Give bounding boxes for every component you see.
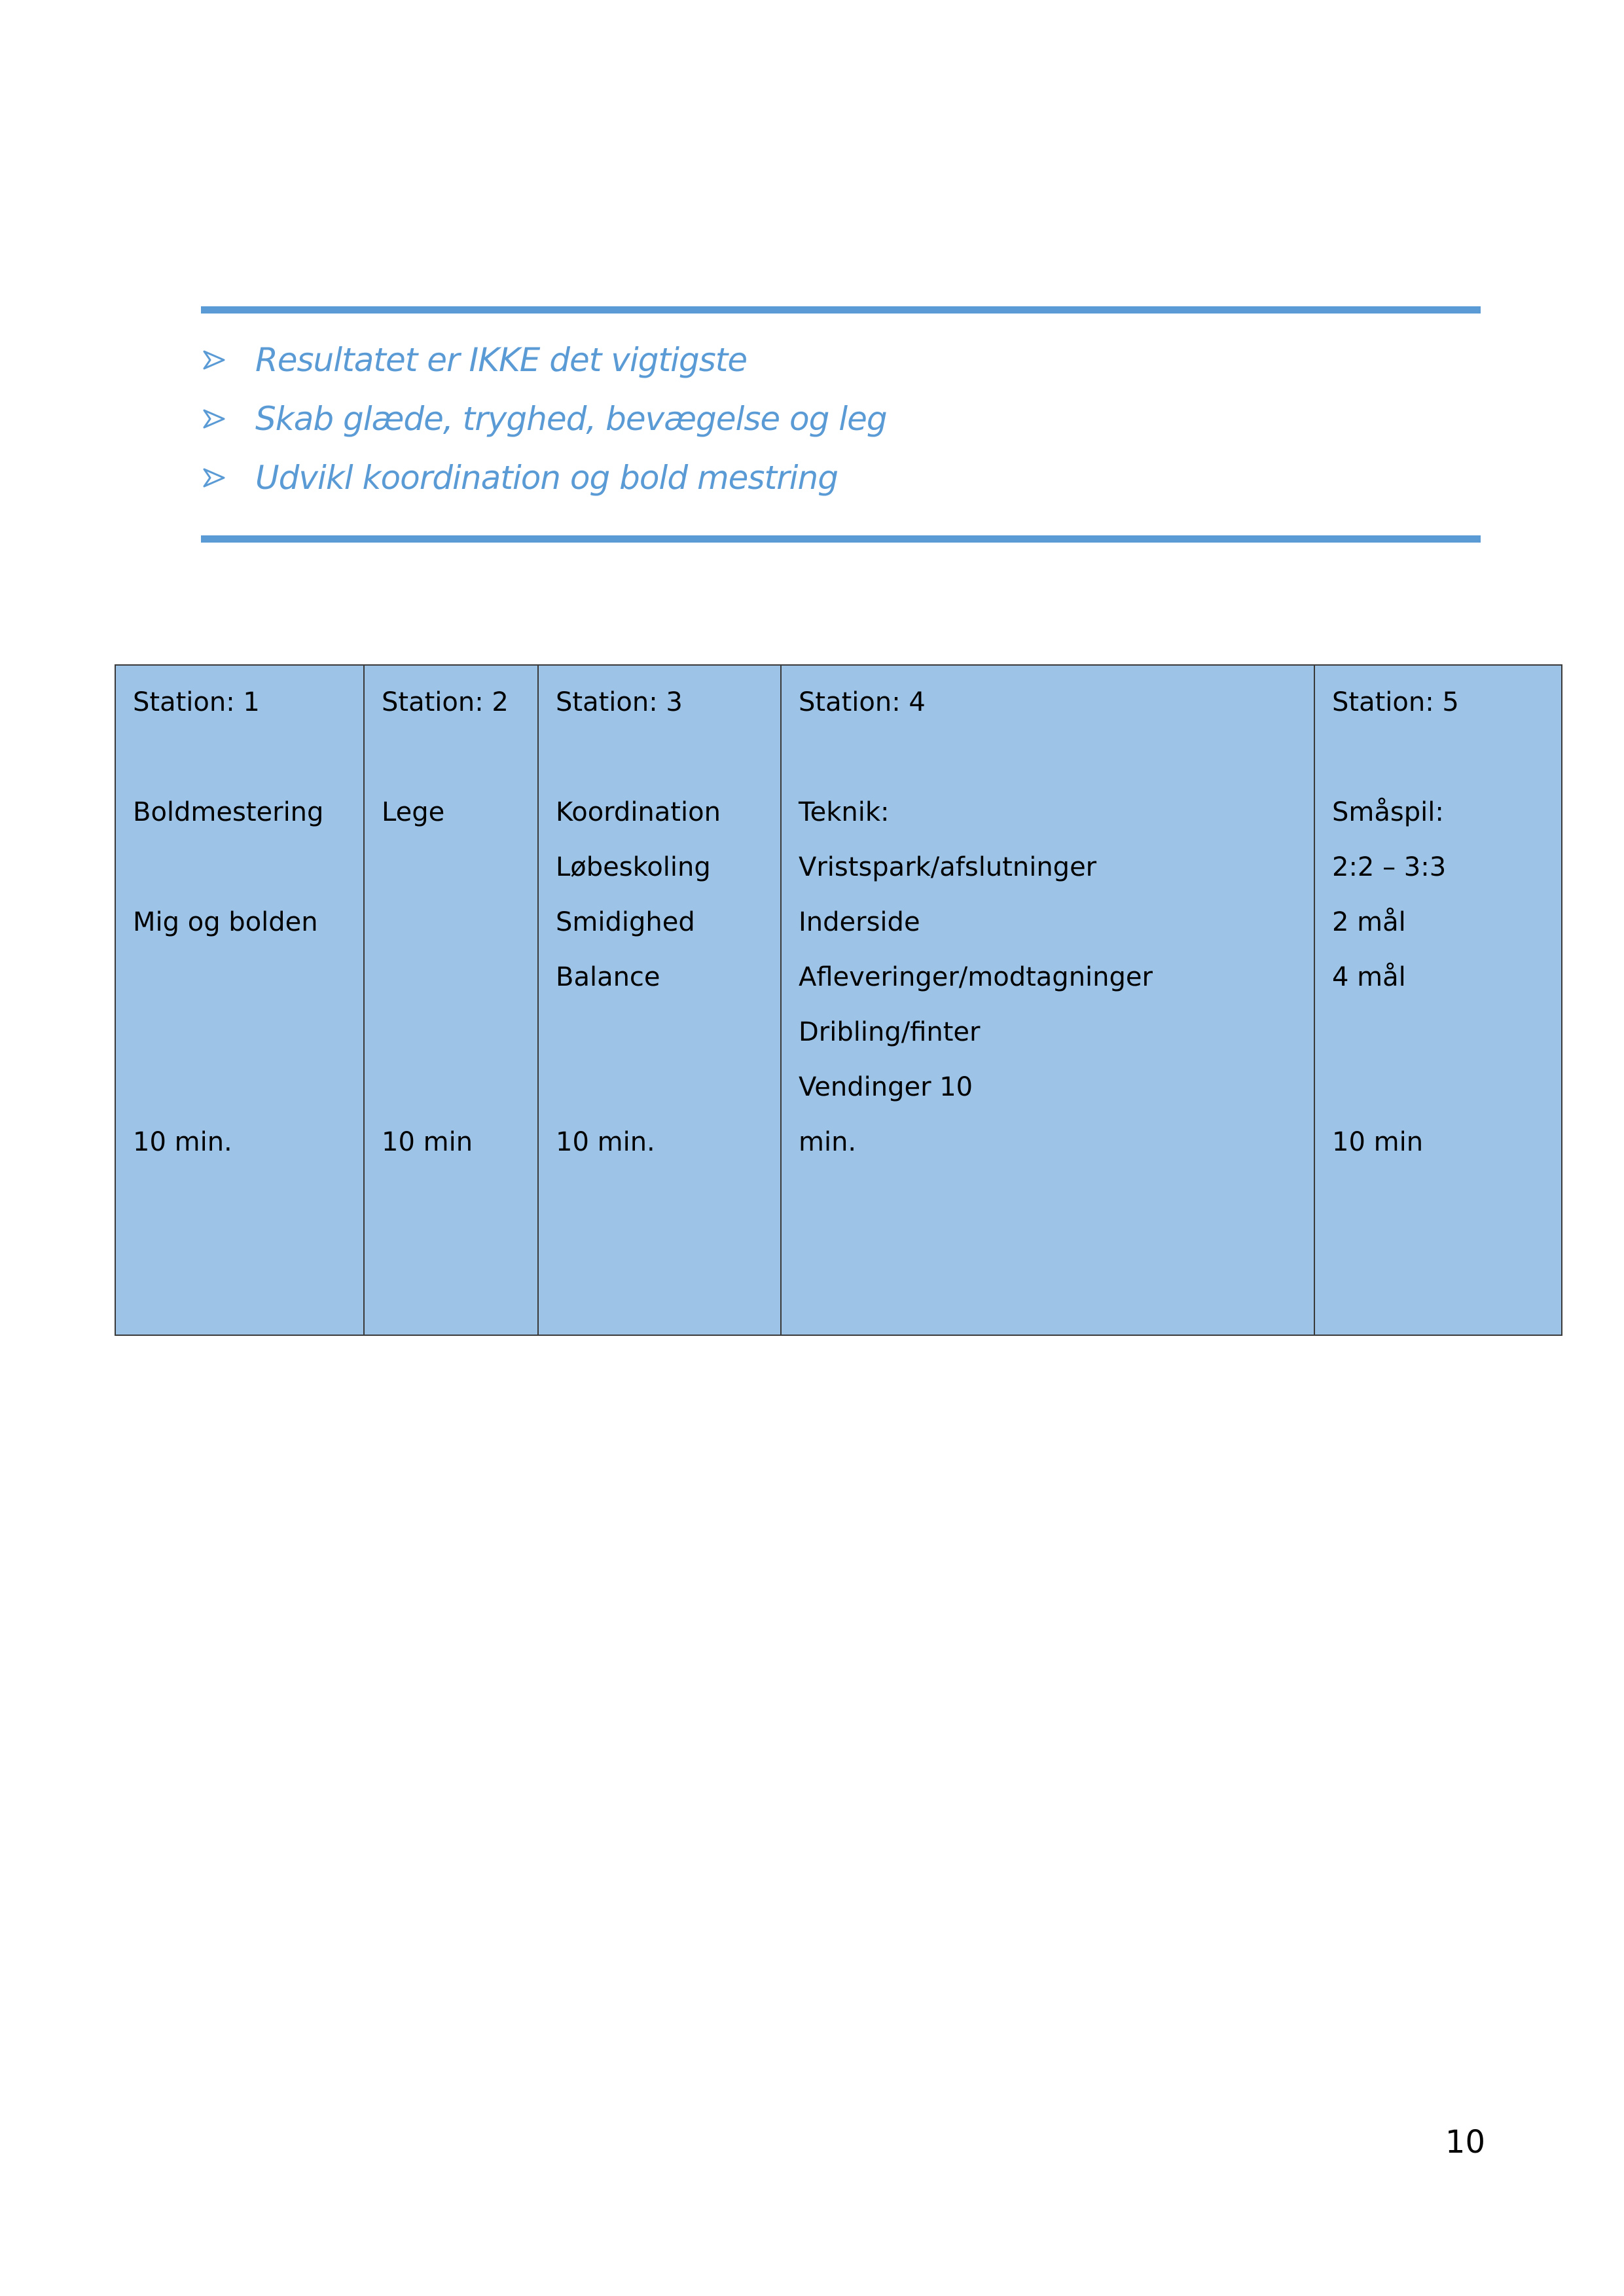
cell-line: 10 min xyxy=(1332,1127,1424,1157)
arrowhead-bullet-icon xyxy=(203,409,255,429)
cell-line xyxy=(382,1005,537,1060)
cell-line: Koordination xyxy=(556,797,721,827)
cell-line: Station: 5 xyxy=(1332,687,1459,717)
cell-line xyxy=(556,1060,780,1115)
cell-line xyxy=(382,895,537,950)
callout-bullet xyxy=(203,389,1447,448)
cell-line: 10 min. xyxy=(556,1127,655,1157)
arrowhead-bullet-icon xyxy=(203,468,255,488)
cell-line: min. xyxy=(799,1127,857,1157)
cell-line: Vristspark/afslutninger xyxy=(799,852,1097,882)
cell-line: 4 mål xyxy=(1332,962,1406,992)
callout-top-rule xyxy=(201,306,1481,314)
cell-line: Balance xyxy=(556,962,660,992)
callout-bullet-text: Skab glæde, tryghed, bevægelse og leg xyxy=(255,400,887,438)
cell-line: 10 min. xyxy=(133,1127,232,1157)
cell-line: Vendinger 10 xyxy=(799,1072,973,1102)
cell-line xyxy=(1332,1060,1561,1115)
cell-line xyxy=(133,1060,363,1115)
cell-line xyxy=(382,1060,537,1115)
cell-line: Smidighed xyxy=(556,907,695,937)
cell-line xyxy=(1332,730,1561,785)
table-row xyxy=(115,665,1562,1335)
stations-table xyxy=(115,664,1562,1336)
cell-line xyxy=(133,1005,363,1060)
station-5-cell xyxy=(1314,665,1562,1335)
arrowhead-bullet-icon xyxy=(203,350,255,370)
cell-line xyxy=(1332,1005,1561,1060)
cell-line: 10 min xyxy=(382,1127,473,1157)
cell-line: Station: 1 xyxy=(133,687,260,717)
cell-line: 2 mål xyxy=(1332,907,1406,937)
cell-line xyxy=(382,840,537,895)
cell-line xyxy=(556,1005,780,1060)
station-3-cell xyxy=(538,665,781,1335)
page-number: 10 xyxy=(1445,2124,1485,2161)
cell-line: Løbeskoling xyxy=(556,852,711,882)
cell-line: Mig og bolden xyxy=(133,907,318,937)
cell-line: Teknik: xyxy=(799,797,890,827)
station-2-cell xyxy=(364,665,538,1335)
callout-bullet-text: Udvikl koordination og bold mestring xyxy=(255,459,838,497)
cell-line: Lege xyxy=(382,797,445,827)
callout-bullet-list xyxy=(203,331,1447,507)
cell-line: Dribling/finter xyxy=(799,1017,981,1047)
cell-line xyxy=(799,730,1314,785)
cell-line xyxy=(556,730,780,785)
station-1-cell xyxy=(115,665,364,1335)
cell-line: Småspil: xyxy=(1332,797,1444,827)
callout-bottom-rule xyxy=(201,535,1481,543)
cell-line: Boldmestering xyxy=(133,797,324,827)
cell-line: Inderside xyxy=(799,907,920,937)
cell-line xyxy=(133,840,363,895)
callout-bullet xyxy=(203,448,1447,507)
cell-line xyxy=(133,730,363,785)
cell-line: Station: 2 xyxy=(382,687,509,717)
cell-line xyxy=(382,950,537,1005)
cell-line: 2:2 – 3:3 xyxy=(1332,852,1447,882)
cell-line xyxy=(382,730,537,785)
cell-line: Station: 3 xyxy=(556,687,683,717)
cell-line: Station: 4 xyxy=(799,687,926,717)
cell-line xyxy=(133,950,363,1005)
callout-bullet-text: Resultatet er IKKE det vigtigste xyxy=(255,341,748,379)
station-4-cell xyxy=(781,665,1314,1335)
cell-line: Afleveringer/modtagninger xyxy=(799,962,1153,992)
callout-bullet xyxy=(203,331,1447,389)
